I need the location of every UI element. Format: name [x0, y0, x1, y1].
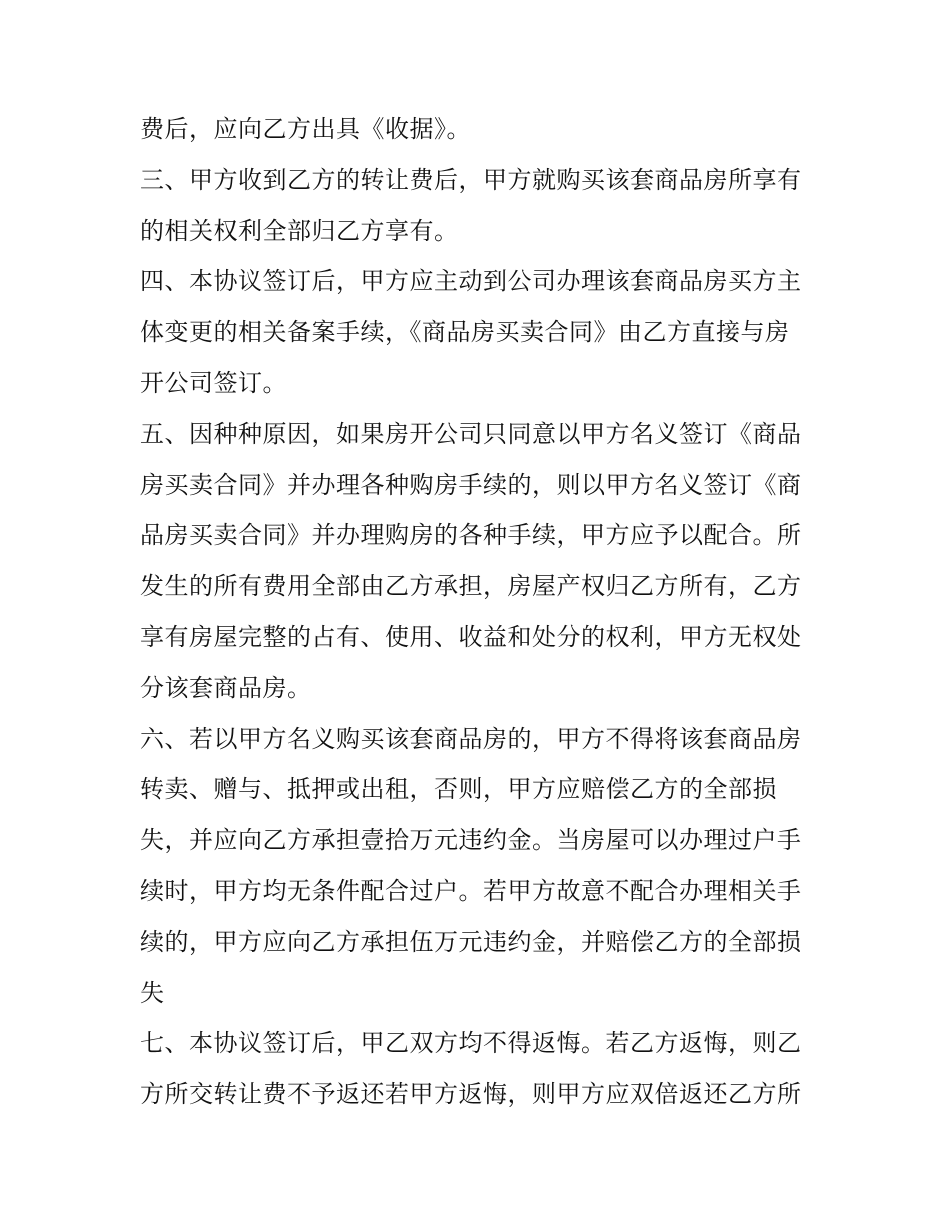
- document-body: [140, 104, 820, 1120]
- text-line: 房买卖合同》并办理各种购房手续的，则以甲方名义签订《商: [140, 470, 802, 499]
- text-line: 续时，甲方均无条件配合过户。若甲方故意不配合办理相关手: [140, 876, 802, 905]
- text-line: 失: [140, 978, 165, 1007]
- text-line: 三、甲方收到乙方的转让费后，甲方就购买该套商品房所享有: [140, 165, 802, 194]
- text-line: 方所交转让费不予返还若甲方返悔，则甲方应双倍返还乙方所: [140, 1080, 802, 1109]
- text-line: 续的，甲方应向乙方承担伍万元违约金，并赔偿乙方的全部损: [140, 927, 802, 956]
- text-line: 体变更的相关备案手续，《商品房买卖合同》由乙方直接与房: [140, 318, 790, 347]
- text-line: 的相关权利全部归乙方享有。: [140, 216, 459, 245]
- text-line: 转卖、赠与、抵押或出租，否则，甲方应赔偿乙方的全部损: [140, 775, 777, 804]
- text-line: 失，并应向乙方承担壹拾万元违约金。当房屋可以办理过户手: [140, 826, 802, 855]
- text-line: 六、若以甲方名义购买该套商品房的，甲方不得将该套商品房: [140, 724, 802, 753]
- text-line: 七、本协议签订后，甲乙双方均不得返悔。若乙方返悔，则乙: [140, 1029, 802, 1058]
- text-line: 四、本协议签订后，甲方应主动到公司办理该套商品房买方主: [140, 267, 802, 296]
- text-line: 享有房屋完整的占有、使用、收益和处分的权利，甲方无权处: [140, 622, 802, 651]
- text-line: 分该套商品房。: [140, 673, 312, 702]
- text-line: 发生的所有费用全部由乙方承担，房屋产权归乙方所有，乙方: [140, 572, 802, 601]
- text-line: 费后，应向乙方出具《收据》。: [140, 115, 471, 143]
- text-line: 五、因种种原因，如果房开公司只同意以甲方名义签订《商品: [140, 419, 802, 448]
- text-line: 品房买卖合同》并办理购房的各种手续，甲方应予以配合。所: [140, 521, 802, 550]
- text-line: 开公司签订。: [140, 368, 287, 397]
